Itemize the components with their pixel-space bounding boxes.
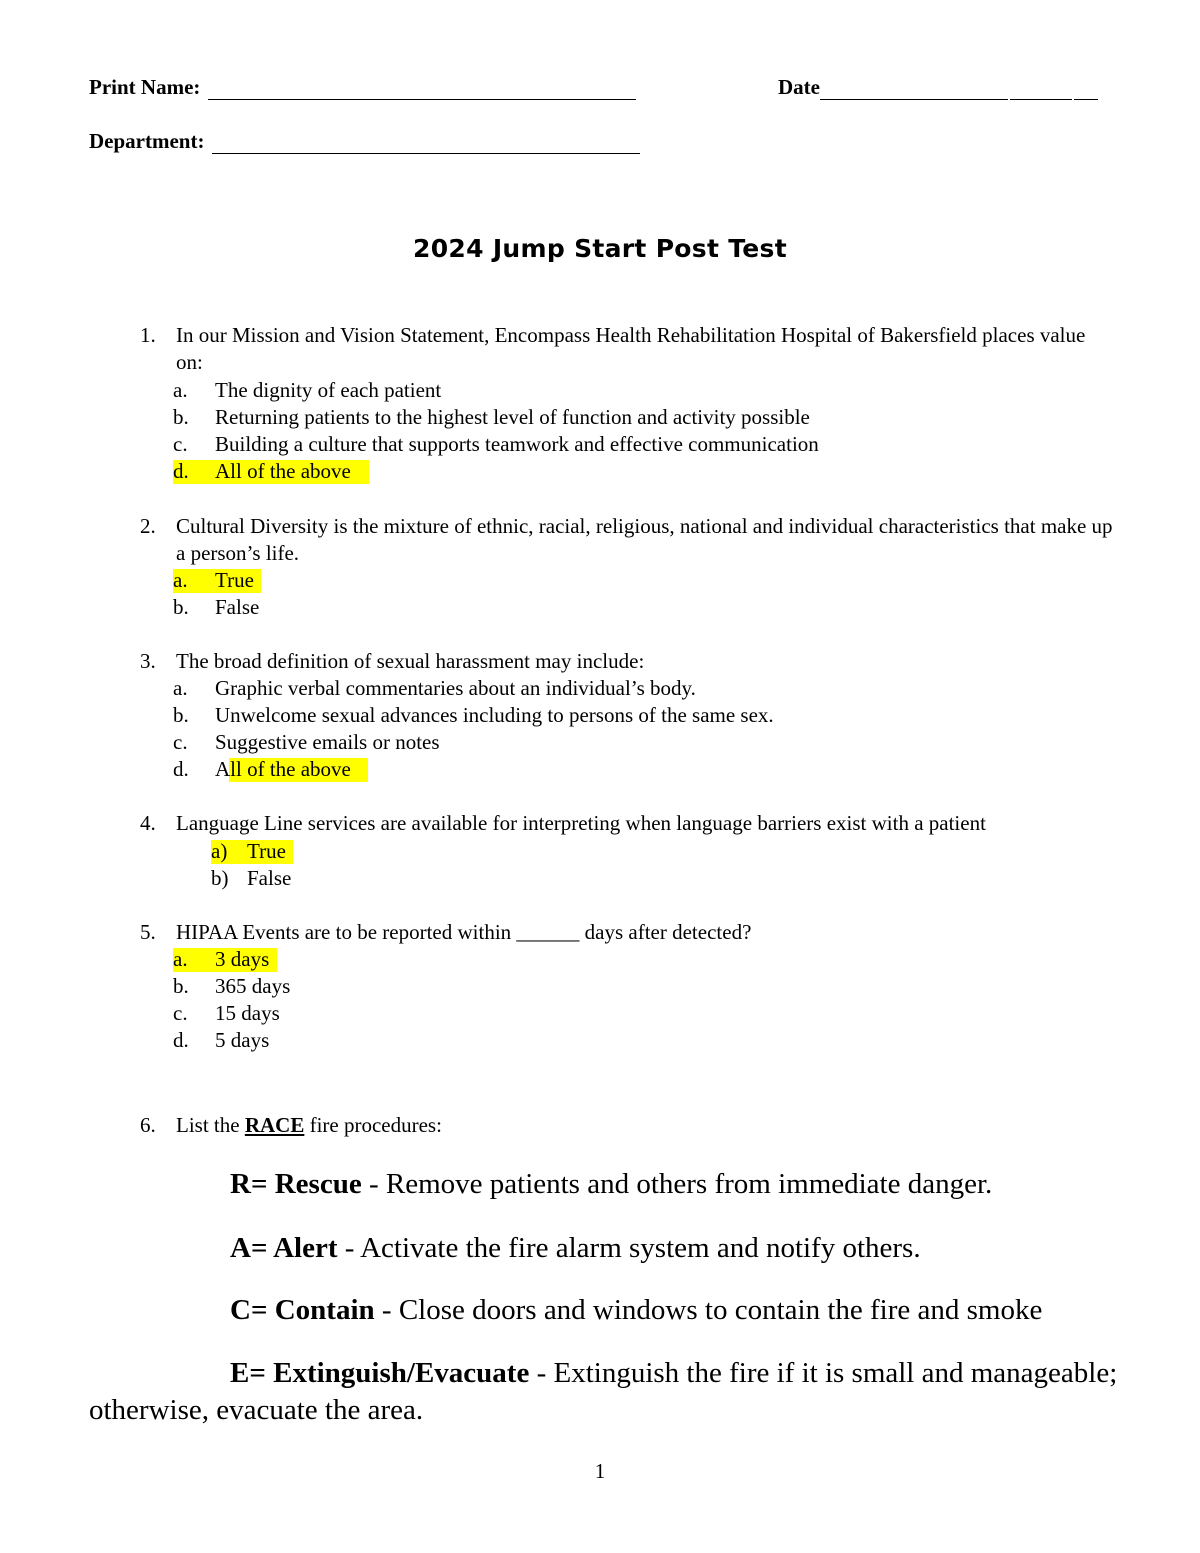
race-desc: Close doors and windows to contain the fire and smoke	[398, 1294, 1043, 1326]
option-letter: a.	[173, 947, 188, 971]
option-letter: b.	[173, 405, 189, 429]
race-separator: -	[529, 1357, 554, 1389]
race-desc: Activate the fire alarm system and notify others.	[360, 1232, 921, 1264]
page-title: 2024 Jump Start Post Test	[413, 234, 787, 263]
option-letter: a.	[173, 568, 188, 592]
option-text: The dignity of each patient	[215, 378, 442, 402]
option-letter: b.	[173, 595, 189, 619]
race-item-contain	[230, 1293, 1042, 1327]
option-letter: c.	[173, 730, 188, 754]
date-field	[778, 74, 1098, 100]
race-item-extinguish	[89, 1355, 1129, 1429]
question-stem: List the	[176, 1113, 245, 1137]
question-stem: Cultural Diversity is the mixture of ethnic, racial, religious, national and individual characteristics that make up a person’s life.	[176, 514, 1113, 565]
date-blank-line	[1074, 79, 1098, 100]
option-text-first-letter: A	[215, 757, 231, 781]
option-text: 15 days	[215, 1001, 280, 1025]
race-separator: -	[374, 1294, 399, 1326]
race-desc: Remove patients and others from immediate danger.	[385, 1168, 993, 1200]
question-number: 1.	[140, 323, 156, 347]
option-letter: b.	[173, 703, 189, 727]
option-text: 3 days	[215, 947, 270, 971]
question-stem-end: fire procedures:	[304, 1113, 442, 1137]
question-number: 3.	[140, 649, 156, 673]
question-number: 2.	[140, 514, 156, 538]
option-text: 365 days	[215, 974, 291, 998]
race-key: E= Extinguish/Evacuate	[230, 1357, 530, 1389]
question-stem: Language Line services are available for interpreting when language barriers exist with a patient	[176, 811, 986, 835]
question-stem: In our Mission and Vision Statement, Encompass Health Rehabilitation Hospital of Bakersfield places value on:	[176, 323, 1086, 374]
race-key: A= Alert	[230, 1232, 338, 1264]
question-number: 5.	[140, 920, 156, 944]
print-name-field	[89, 74, 636, 100]
option-letter: a.	[173, 378, 188, 402]
option-text: True	[247, 839, 286, 863]
race-separator: -	[337, 1232, 361, 1264]
race-key: R= Rescue	[230, 1168, 362, 1200]
option-text: False	[247, 866, 292, 890]
option-letter: b.	[173, 974, 189, 998]
question-stem: The broad definition of sexual harassment may include:	[176, 649, 645, 673]
option-letter: d.	[173, 1028, 189, 1052]
question-stem: HIPAA Events are to be reported within ______ days after detected?	[176, 920, 752, 944]
race-acronym: RACE	[244, 1113, 305, 1137]
option-text: Suggestive emails or notes	[215, 730, 440, 754]
option-text: 5 days	[215, 1028, 270, 1052]
option-text: ll of the above	[230, 757, 351, 781]
option-letter: c.	[173, 432, 188, 456]
print-name-label: Print Name:	[89, 75, 201, 99]
option-text: Graphic verbal commentaries about an individual’s body.	[215, 676, 696, 700]
option-letter: b)	[211, 866, 229, 890]
option-text: Building a culture that supports teamwork and effective communication	[215, 432, 819, 456]
question-number: 6.	[140, 1113, 156, 1137]
race-key: C= Contain	[230, 1294, 375, 1326]
option-letter: c.	[173, 1001, 188, 1025]
date-blank-line	[1010, 79, 1072, 100]
department-field	[89, 128, 640, 154]
question-number: 4.	[140, 811, 156, 835]
date-label: Date	[778, 75, 820, 99]
option-text: True	[215, 568, 254, 592]
page-number: 1	[594, 1459, 606, 1483]
race-item-rescue	[230, 1167, 992, 1201]
print-name-blank-line	[208, 79, 636, 100]
option-text: Unwelcome sexual advances including to persons of the same sex.	[215, 703, 774, 727]
date-blank-line	[820, 79, 1008, 100]
option-letter: a.	[173, 676, 188, 700]
option-text: Returning patients to the highest level of function and activity possible	[215, 405, 810, 429]
department-label: Department:	[89, 129, 205, 153]
race-separator: -	[361, 1168, 386, 1200]
race-item-alert	[230, 1231, 921, 1265]
option-text: False	[215, 595, 260, 619]
option-text: All of the above	[215, 459, 351, 483]
option-letter: d.	[173, 459, 189, 483]
option-letter: a)	[211, 839, 228, 863]
department-blank-line	[212, 133, 640, 154]
option-letter: d.	[173, 757, 189, 781]
race-desc: Extinguish the fire if it is small and manageable; otherwise, evacuate the area.	[89, 1357, 1118, 1426]
